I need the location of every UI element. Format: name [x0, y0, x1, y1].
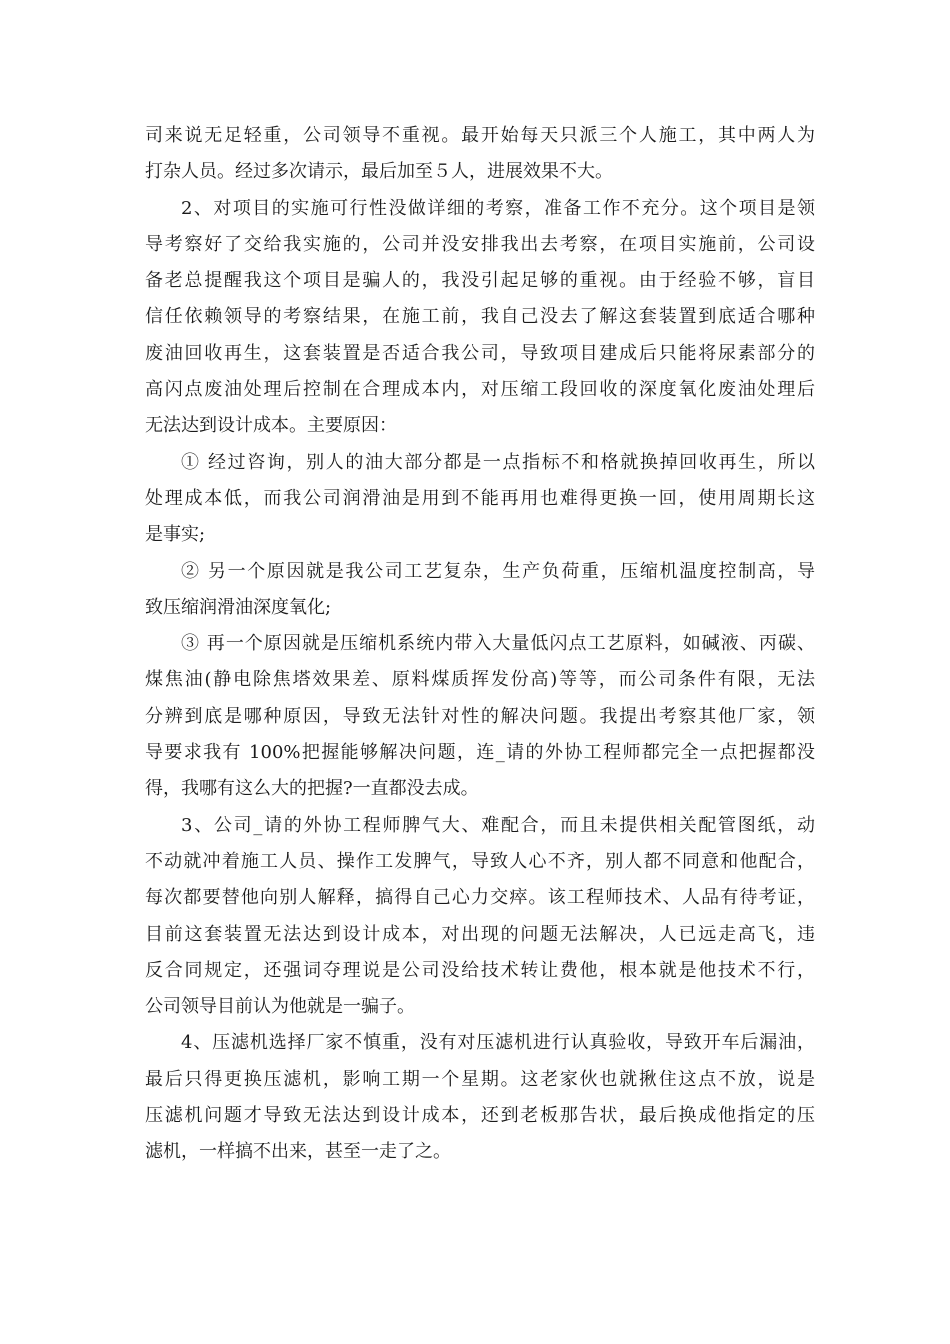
text-line: 分辨到底是哪种原因，导致无法针对性的解决问题。我提出考察其他厂家，领 — [145, 705, 815, 727]
text-line: 信任依赖领导的考察结果，在施工前，我自己没去了解这套装置到底适合哪种 — [145, 306, 815, 328]
text-line: 高闪点废油处理后控制在合理成本内，对压缩工段回收的深度氧化废油处理后 — [145, 379, 815, 401]
text-line: 司来说无足轻重，公司领导不重视。最开始每天只派三个人施工，其中两人为 — [145, 125, 815, 146]
text-line: 备老总提醒我这个项目是骗人的，我没引起足够的重视。由于经验不够，盲目 — [145, 270, 815, 292]
text-line: 无法达到设计成本。主要原因： — [145, 415, 397, 437]
paragraph-start-line: ② 另一个原因就是我公司工艺复杂，生产负荷重，压缩机温度控制高，导 — [181, 560, 815, 582]
text-line: 致压缩润滑油深度氧化; — [145, 596, 332, 618]
text-line: 导考察好了交给我实施的，公司并没安排我出去考察，在项目实施前，公司设 — [145, 233, 815, 255]
text-line: 不动就冲着施工人员、操作工发脾气，导致人心不齐，别人都不同意和他配合， — [145, 850, 815, 872]
text-line: 煤焦油(静电除焦塔效果差、原料煤质挥发份高)等等，而公司条件有限，无法 — [145, 669, 815, 691]
text-line: 处理成本低，而我公司润滑油是用到不能再用也难得更换一回，使用周期长这 — [145, 487, 815, 509]
text-line: 废油回收再生，这套装置是否适合我公司，导致项目建成后只能将尿素部分的 — [145, 342, 815, 364]
paragraph-start-line: ③ 再一个原因就是压缩机系统内带入大量低闪点工艺原料，如碱液、丙碳、 — [181, 633, 815, 655]
text-line: 得，我哪有这么大的把握?一直都没去成。 — [145, 778, 479, 800]
text-line: 是事实; — [145, 524, 206, 546]
paragraph-start-line: 3、公司_请的外协工程师脾气大、难配合，而且未提供相关配管图纸，动 — [181, 814, 815, 836]
text-line: 滤机，一样搞不出来，甚至一走了之。 — [145, 1141, 451, 1163]
text-line: 最后只得更换压滤机，影响工期一个星期。这老家伙也就揪住这点不放，说是 — [145, 1068, 815, 1090]
text-line: 目前这套装置无法达到设计成本，对出现的问题无法解决，人已远走高飞，违 — [145, 923, 815, 945]
document-body — [145, 118, 815, 1171]
text-line: 反合同规定，还强词夺理说是公司没给技术转让费他，根本就是他技术不行， — [145, 959, 815, 981]
paragraph-start-line: 4、压滤机选择厂家不慎重，没有对压滤机进行认真验收，导致开车后漏油， — [181, 1032, 815, 1054]
text-line: 每次都要替他向别人解释，搞得自己心力交瘁。该工程师技术、人品有待考证， — [145, 887, 815, 909]
text-line: 压滤机问题才导致无法达到设计成本，还到老板那告状，最后换成他指定的压 — [145, 1105, 815, 1127]
paragraph-start-line: ① 经过咨询，别人的油大部分都是一点指标不和格就换掉回收再生，所以 — [181, 451, 815, 473]
paragraph-start-line: 2、对项目的实施可行性没做详细的考察，准备工作不充分。这个项目是领 — [181, 197, 815, 219]
text-line: 打杂人员。经过多次请示，最后加至５人，进展效果不大。 — [145, 161, 613, 183]
text-line: 公司领导目前认为他就是一骗子。 — [145, 996, 415, 1018]
text-line: 导要求我有 100%把握能够解决问题，连_请的外协工程师都完全一点把握都没 — [145, 742, 815, 764]
